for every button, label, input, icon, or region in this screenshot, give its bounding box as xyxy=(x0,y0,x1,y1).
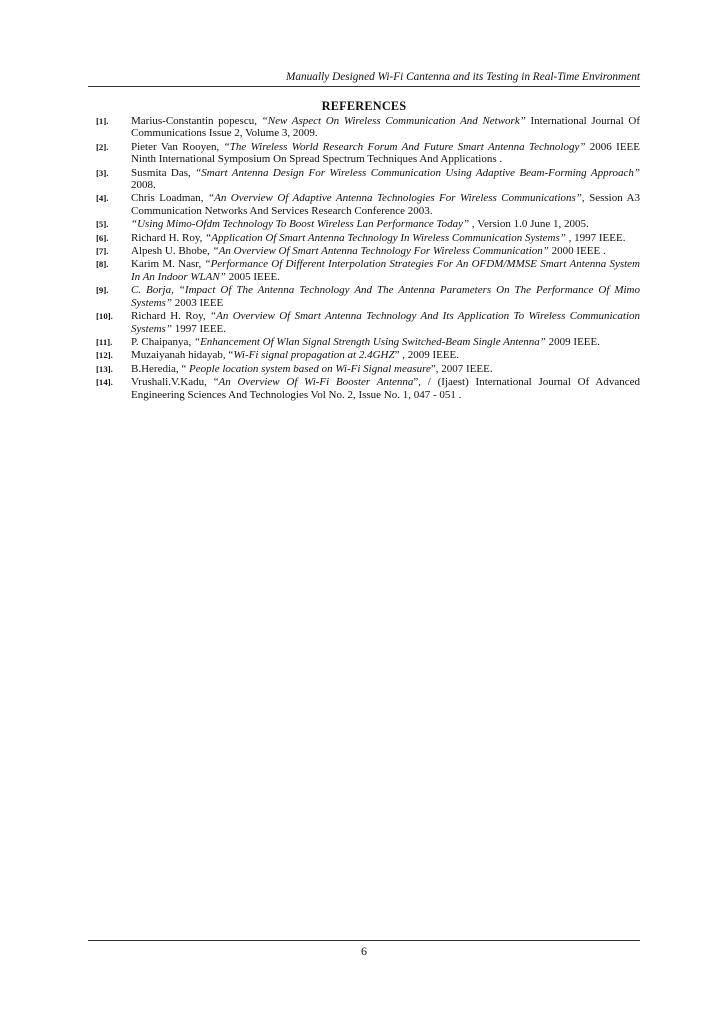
reference-item xyxy=(96,349,640,361)
reference-number: [9]. xyxy=(96,285,109,296)
reference-item xyxy=(96,115,640,140)
reference-source: International Journal Of Communications Issue 2, Volume 3, 2009. xyxy=(131,115,640,140)
reference-item xyxy=(96,258,640,283)
reference-item xyxy=(96,218,640,230)
reference-item xyxy=(96,245,640,257)
reference-author: Muzaiyanah hidayab, “ xyxy=(131,349,234,362)
reference-source: 2006 IEEE Ninth International Symposium On Spread Spectrum Techniques And Applications . xyxy=(131,140,640,166)
reference-number: [4]. xyxy=(96,193,109,204)
reference-number: [6]. xyxy=(96,232,109,243)
reference-text xyxy=(131,284,640,309)
reference-number: [10]. xyxy=(96,311,113,322)
reference-item xyxy=(96,310,640,335)
reference-title: “Using Mimo-Ofdm Technology To Boost Wireless Lan Performance Today” xyxy=(131,218,470,231)
reference-number: [13]. xyxy=(96,363,113,374)
running-header: Manually Designed Wi-Fi Cantenna and its Testing in Real-Time Environment xyxy=(285,71,640,83)
reference-source: , Version 1.0 June 1, 2005. xyxy=(469,218,589,231)
reference-source: 2009 IEEE. xyxy=(545,335,600,348)
reference-text xyxy=(131,363,640,375)
reference-item xyxy=(96,167,640,192)
reference-author: Karim M. Nasr, xyxy=(131,258,205,271)
reference-source: , 1997 IEEE. xyxy=(565,231,626,244)
footer-divider xyxy=(88,940,640,941)
reference-source: 2003 IEEE xyxy=(171,296,224,309)
references-list xyxy=(96,115,640,402)
reference-number: [12]. xyxy=(96,350,113,361)
reference-text xyxy=(131,310,640,335)
reference-title: C. Borja, “Impact Of The Antenna Technology And The Antenna Parameters On The Performance Of Mimo Systems” xyxy=(131,284,640,309)
reference-title: “An Overview Of Adaptive Antenna Technologies For Wireless Communications” xyxy=(207,192,582,205)
reference-text xyxy=(131,192,640,217)
reference-author: Richard H. Roy, xyxy=(131,231,206,244)
reference-source: 2005 IEEE. xyxy=(225,270,280,283)
reference-title: “An Overview Of Smart Antenna Technology For Wireless Communication” xyxy=(212,245,549,258)
reference-item xyxy=(96,336,640,348)
reference-source: ”, 2007 IEEE. xyxy=(430,362,493,375)
reference-author: Alpesh U. Bhobe, xyxy=(131,245,213,258)
reference-author: Marius-Constantin popescu, xyxy=(131,115,262,127)
reference-source: ”, / (Ijaest) International Journal Of Advanced Engineering Sciences And Technologies Vol No. 2, Issue No. 1, 047 - 051 . xyxy=(131,376,640,401)
reference-title: “Enhancement Of Wlan Signal Strength Using Switched-Beam Single Antenna” xyxy=(193,335,546,348)
reference-item xyxy=(96,141,640,166)
reference-text xyxy=(131,349,640,361)
reference-number: [8]. xyxy=(96,259,109,270)
reference-source: 1997 IEEE. xyxy=(171,322,227,335)
reference-text xyxy=(131,258,640,283)
reference-number: [1]. xyxy=(96,116,109,126)
reference-source: 2000 IEEE . xyxy=(548,245,606,258)
reference-author: P. Chaipanya, xyxy=(131,335,194,348)
reference-title: “The Wireless World Research Forum And Future Smart Antenna Technology” xyxy=(223,140,586,153)
reference-number: [3]. xyxy=(96,167,109,178)
reference-title: An Overview Of Wi-Fi Booster Antenna xyxy=(218,376,414,389)
reference-author: Susmita Das, xyxy=(131,166,196,179)
reference-source: 2008. xyxy=(131,179,156,192)
reference-author: Vrushali.V.Kadu, “ xyxy=(131,376,219,389)
reference-item xyxy=(96,284,640,309)
reference-number: [7]. xyxy=(96,246,109,257)
reference-title: People location system based on Wi-Fi Signal measure xyxy=(189,362,431,375)
header-divider xyxy=(88,86,640,87)
reference-title: “An Overview Of Smart Antenna Technology And Its Application To Wireless Communication Systems” xyxy=(131,310,640,335)
reference-item xyxy=(96,192,640,217)
reference-author: Richard H. Roy, xyxy=(131,310,210,323)
reference-title: “Application Of Smart Antenna Technology In Wireless Communication Systems” xyxy=(205,231,566,244)
reference-title: “New Aspect On Wireless Communication And Network” xyxy=(261,115,526,127)
reference-text xyxy=(131,232,640,244)
reference-number: [5]. xyxy=(96,219,109,230)
reference-text xyxy=(131,336,640,348)
reference-title: “Performance Of Different Interpolation Strategies For An OFDM/MMSE Smart Antenna System In An Indoor WLAN” xyxy=(131,258,640,283)
reference-item xyxy=(96,376,640,401)
reference-source: ” , 2009 IEEE. xyxy=(394,349,460,362)
reference-number: [11]. xyxy=(96,336,113,347)
reference-text xyxy=(131,245,640,257)
reference-number: [2]. xyxy=(96,141,109,152)
reference-text xyxy=(131,167,640,192)
reference-source: , Session A3 Communication Networks And Services Research Conference 2003. xyxy=(131,192,640,217)
section-title: REFERENCES xyxy=(321,99,407,113)
reference-number: [14]. xyxy=(96,377,113,388)
reference-title: “Smart Antenna Design For Wireless Communication Using Adaptive Beam-Forming Approach” xyxy=(195,166,640,179)
reference-text xyxy=(131,141,640,166)
reference-item xyxy=(96,363,640,375)
reference-text xyxy=(131,218,640,230)
reference-text xyxy=(131,115,640,140)
reference-item xyxy=(96,232,640,244)
reference-author: Chris Loadman, xyxy=(131,192,208,205)
page-number: 6 xyxy=(361,944,367,958)
reference-author: B.Heredia, “ xyxy=(131,362,190,375)
reference-title: Wi-Fi signal propagation at 2.4GHZ xyxy=(233,349,395,362)
reference-author: Pieter Van Rooyen, xyxy=(131,140,224,153)
reference-text xyxy=(131,376,640,401)
